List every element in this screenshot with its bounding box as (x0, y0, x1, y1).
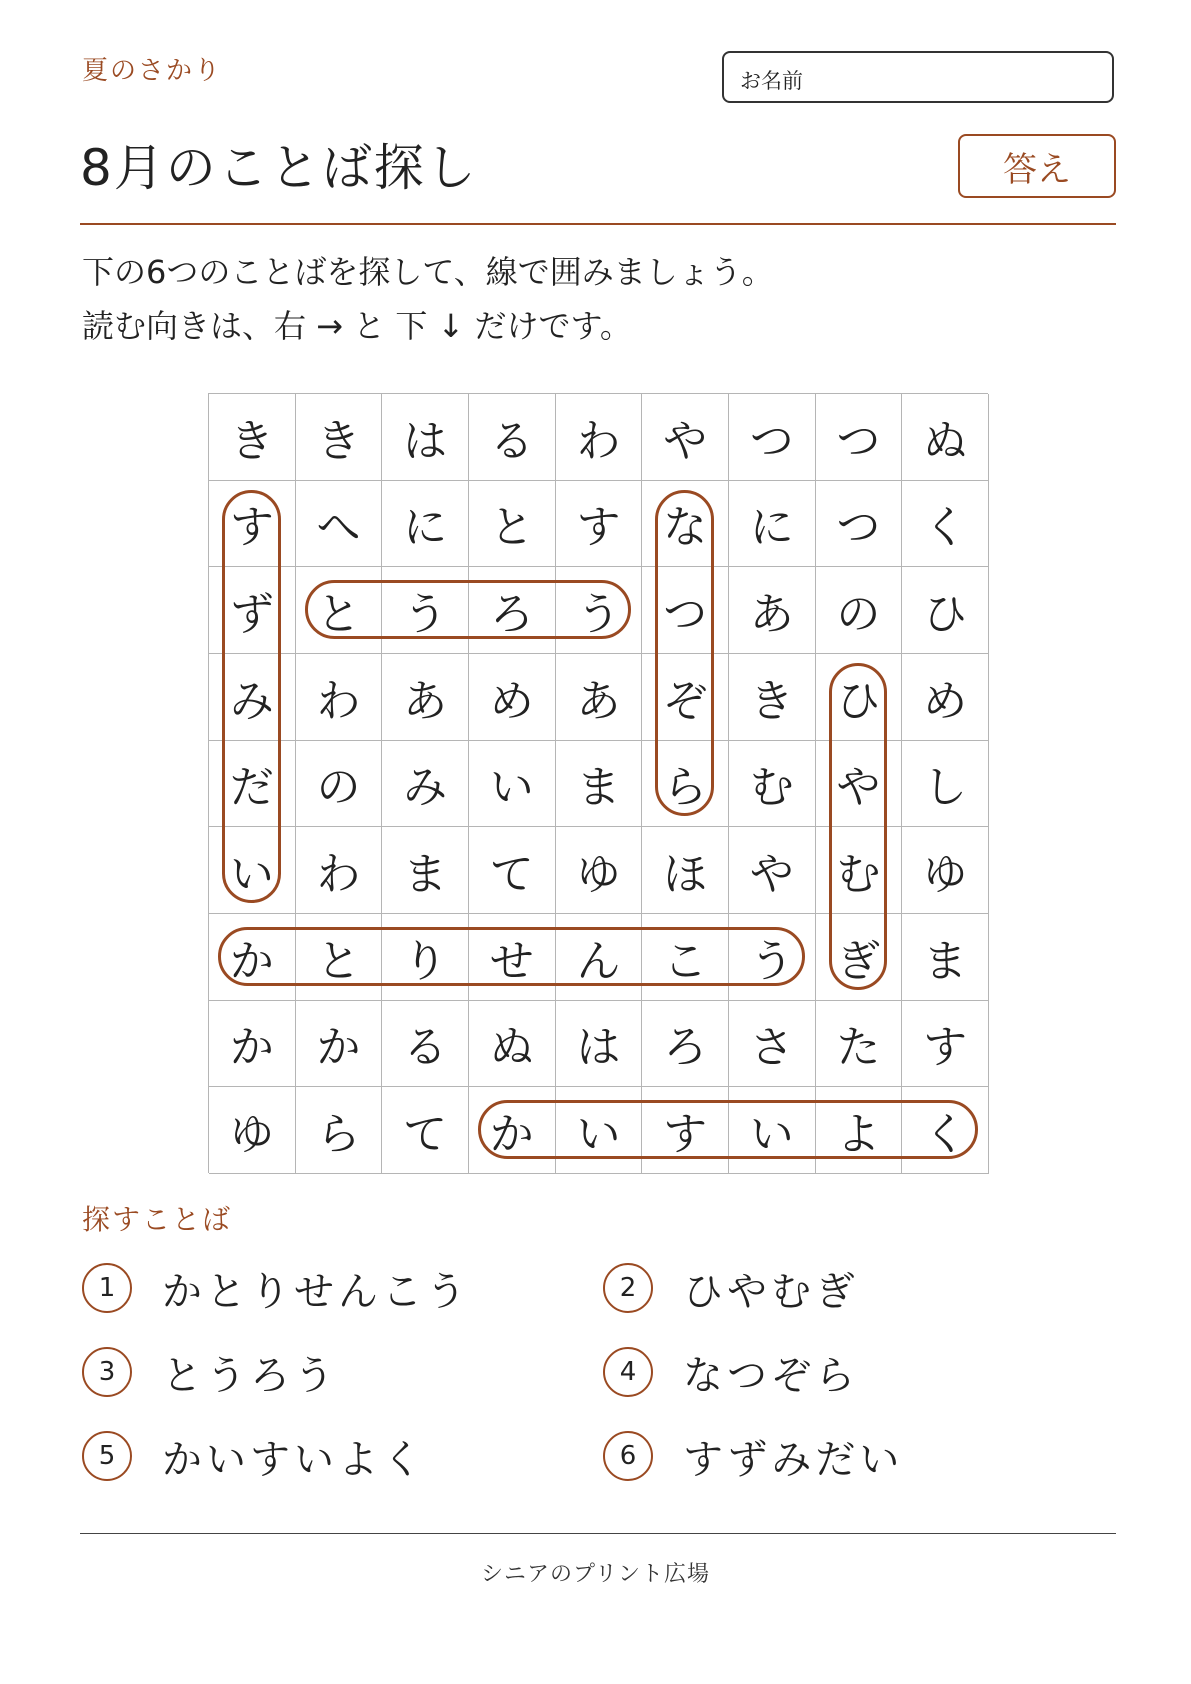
grid-cell[interactable]: た (816, 1001, 903, 1088)
grid-cell[interactable]: や (642, 394, 729, 481)
grid-cell[interactable]: う (729, 914, 816, 1001)
grid-cell[interactable]: い (469, 741, 556, 828)
grid-cell[interactable]: ぬ (469, 1001, 556, 1088)
grid-cell[interactable]: あ (729, 567, 816, 654)
grid-cell[interactable]: ま (902, 914, 989, 1001)
grid-cell[interactable]: と (469, 481, 556, 568)
grid-cell[interactable]: ゆ (556, 827, 643, 914)
grid-cell[interactable]: ゆ (209, 1087, 296, 1174)
grid-cell[interactable]: な (642, 481, 729, 568)
grid-cell[interactable]: い (556, 1087, 643, 1174)
grid-cell[interactable]: る (382, 1001, 469, 1088)
grid-cell[interactable]: ず (209, 567, 296, 654)
word-number-badge: 2 (603, 1263, 653, 1313)
word-number-badge: 4 (603, 1347, 653, 1397)
grid-cell[interactable]: ぬ (902, 394, 989, 481)
grid-cell[interactable]: む (816, 827, 903, 914)
grid-cell[interactable]: は (556, 1001, 643, 1088)
name-field-label: お名前 (740, 69, 803, 93)
page-title: 8月のことば探し (80, 139, 478, 197)
grid-cell[interactable]: つ (816, 481, 903, 568)
grid-cell[interactable]: の (296, 741, 383, 828)
word-text: すずみだい (683, 1436, 904, 1483)
grid-cell[interactable]: と (296, 914, 383, 1001)
grid-cell[interactable]: つ (729, 394, 816, 481)
grid-cell[interactable]: う (382, 567, 469, 654)
letter-grid (208, 393, 988, 1173)
grid-cell[interactable]: わ (556, 394, 643, 481)
instructions (82, 245, 774, 353)
grid-cell[interactable]: す (902, 1001, 989, 1088)
word-list-item (603, 1342, 859, 1402)
word-search-puzzle (208, 393, 988, 1173)
grid-cell[interactable]: へ (296, 481, 383, 568)
grid-cell[interactable]: ゆ (902, 827, 989, 914)
grid-cell[interactable]: る (469, 394, 556, 481)
grid-cell[interactable]: あ (382, 654, 469, 741)
grid-cell[interactable]: す (556, 481, 643, 568)
grid-cell[interactable]: か (209, 1001, 296, 1088)
grid-cell[interactable]: き (296, 394, 383, 481)
grid-cell[interactable]: ら (642, 741, 729, 828)
answer-badge: 答え (958, 134, 1116, 198)
word-list-item (82, 1426, 426, 1486)
category-label: 夏のさかり (82, 56, 223, 86)
grid-cell[interactable]: い (729, 1087, 816, 1174)
grid-cell[interactable]: め (902, 654, 989, 741)
grid-cell[interactable]: し (902, 741, 989, 828)
grid-cell[interactable]: つ (642, 567, 729, 654)
grid-cell[interactable]: せ (469, 914, 556, 1001)
grid-cell[interactable]: り (382, 914, 469, 1001)
word-list-item (603, 1426, 903, 1486)
grid-cell[interactable]: よ (816, 1087, 903, 1174)
grid-cell[interactable]: に (729, 481, 816, 568)
grid-cell[interactable]: み (382, 741, 469, 828)
word-text: かとりせんこう (162, 1268, 470, 1315)
instruction-line-2: 読む向きは、右 → と 下 ↓ だけです。 (82, 307, 632, 345)
grid-cell[interactable]: の (816, 567, 903, 654)
word-number-badge: 6 (603, 1431, 653, 1481)
word-list-item (603, 1258, 859, 1318)
grid-cell[interactable]: こ (642, 914, 729, 1001)
word-list-heading: 探すことば (82, 1203, 233, 1236)
grid-cell[interactable]: ろ (642, 1001, 729, 1088)
grid-cell[interactable]: か (296, 1001, 383, 1088)
grid-cell[interactable]: む (729, 741, 816, 828)
grid-cell[interactable]: す (642, 1087, 729, 1174)
word-text: なつぞら (683, 1352, 859, 1399)
grid-cell[interactable]: だ (209, 741, 296, 828)
word-number-badge: 5 (82, 1431, 132, 1481)
grid-cell[interactable]: ま (382, 827, 469, 914)
header-divider (80, 223, 1116, 225)
grid-cell[interactable]: き (209, 394, 296, 481)
grid-cell[interactable]: は (382, 394, 469, 481)
grid-cell[interactable]: す (209, 481, 296, 568)
grid-cell[interactable]: ほ (642, 827, 729, 914)
grid-cell[interactable]: つ (816, 394, 903, 481)
grid-cell[interactable]: く (902, 481, 989, 568)
grid-cell[interactable]: わ (296, 654, 383, 741)
word-number-badge: 3 (82, 1347, 132, 1397)
grid-cell[interactable]: き (729, 654, 816, 741)
footer-divider (80, 1533, 1116, 1534)
grid-cell[interactable]: ひ (902, 567, 989, 654)
grid-cell[interactable]: い (209, 827, 296, 914)
grid-cell[interactable]: て (469, 827, 556, 914)
instruction-line-1: 下の6つのことばを探して、線で囲みましょう。 (82, 253, 774, 291)
grid-cell[interactable]: か (209, 914, 296, 1001)
grid-cell[interactable]: あ (556, 654, 643, 741)
grid-cell[interactable]: め (469, 654, 556, 741)
grid-cell[interactable]: く (902, 1087, 989, 1174)
word-text: かいすいよく (162, 1436, 426, 1483)
word-list-item (82, 1342, 338, 1402)
grid-cell[interactable]: に (382, 481, 469, 568)
grid-cell[interactable]: か (469, 1087, 556, 1174)
grid-cell[interactable]: わ (296, 827, 383, 914)
grid-cell[interactable]: さ (729, 1001, 816, 1088)
word-text: とうろう (162, 1352, 338, 1399)
grid-cell[interactable]: う (556, 567, 643, 654)
grid-cell[interactable]: と (296, 567, 383, 654)
grid-cell[interactable]: て (382, 1087, 469, 1174)
word-list-item (82, 1258, 470, 1318)
grid-cell[interactable]: ぎ (816, 914, 903, 1001)
grid-cell[interactable]: ろ (469, 567, 556, 654)
grid-cell[interactable]: ん (556, 914, 643, 1001)
footer-credit: シニアのプリント広場 (480, 1562, 711, 1587)
word-text: ひやむぎ (683, 1268, 859, 1315)
grid-cell[interactable]: ま (556, 741, 643, 828)
grid-cell[interactable]: ひ (816, 654, 903, 741)
grid-cell[interactable]: ら (296, 1087, 383, 1174)
grid-cell[interactable]: や (729, 827, 816, 914)
grid-cell[interactable]: ぞ (642, 654, 729, 741)
grid-cell[interactable]: み (209, 654, 296, 741)
word-number-badge: 1 (82, 1263, 132, 1313)
name-field[interactable] (722, 51, 1114, 103)
grid-cell[interactable]: や (816, 741, 903, 828)
